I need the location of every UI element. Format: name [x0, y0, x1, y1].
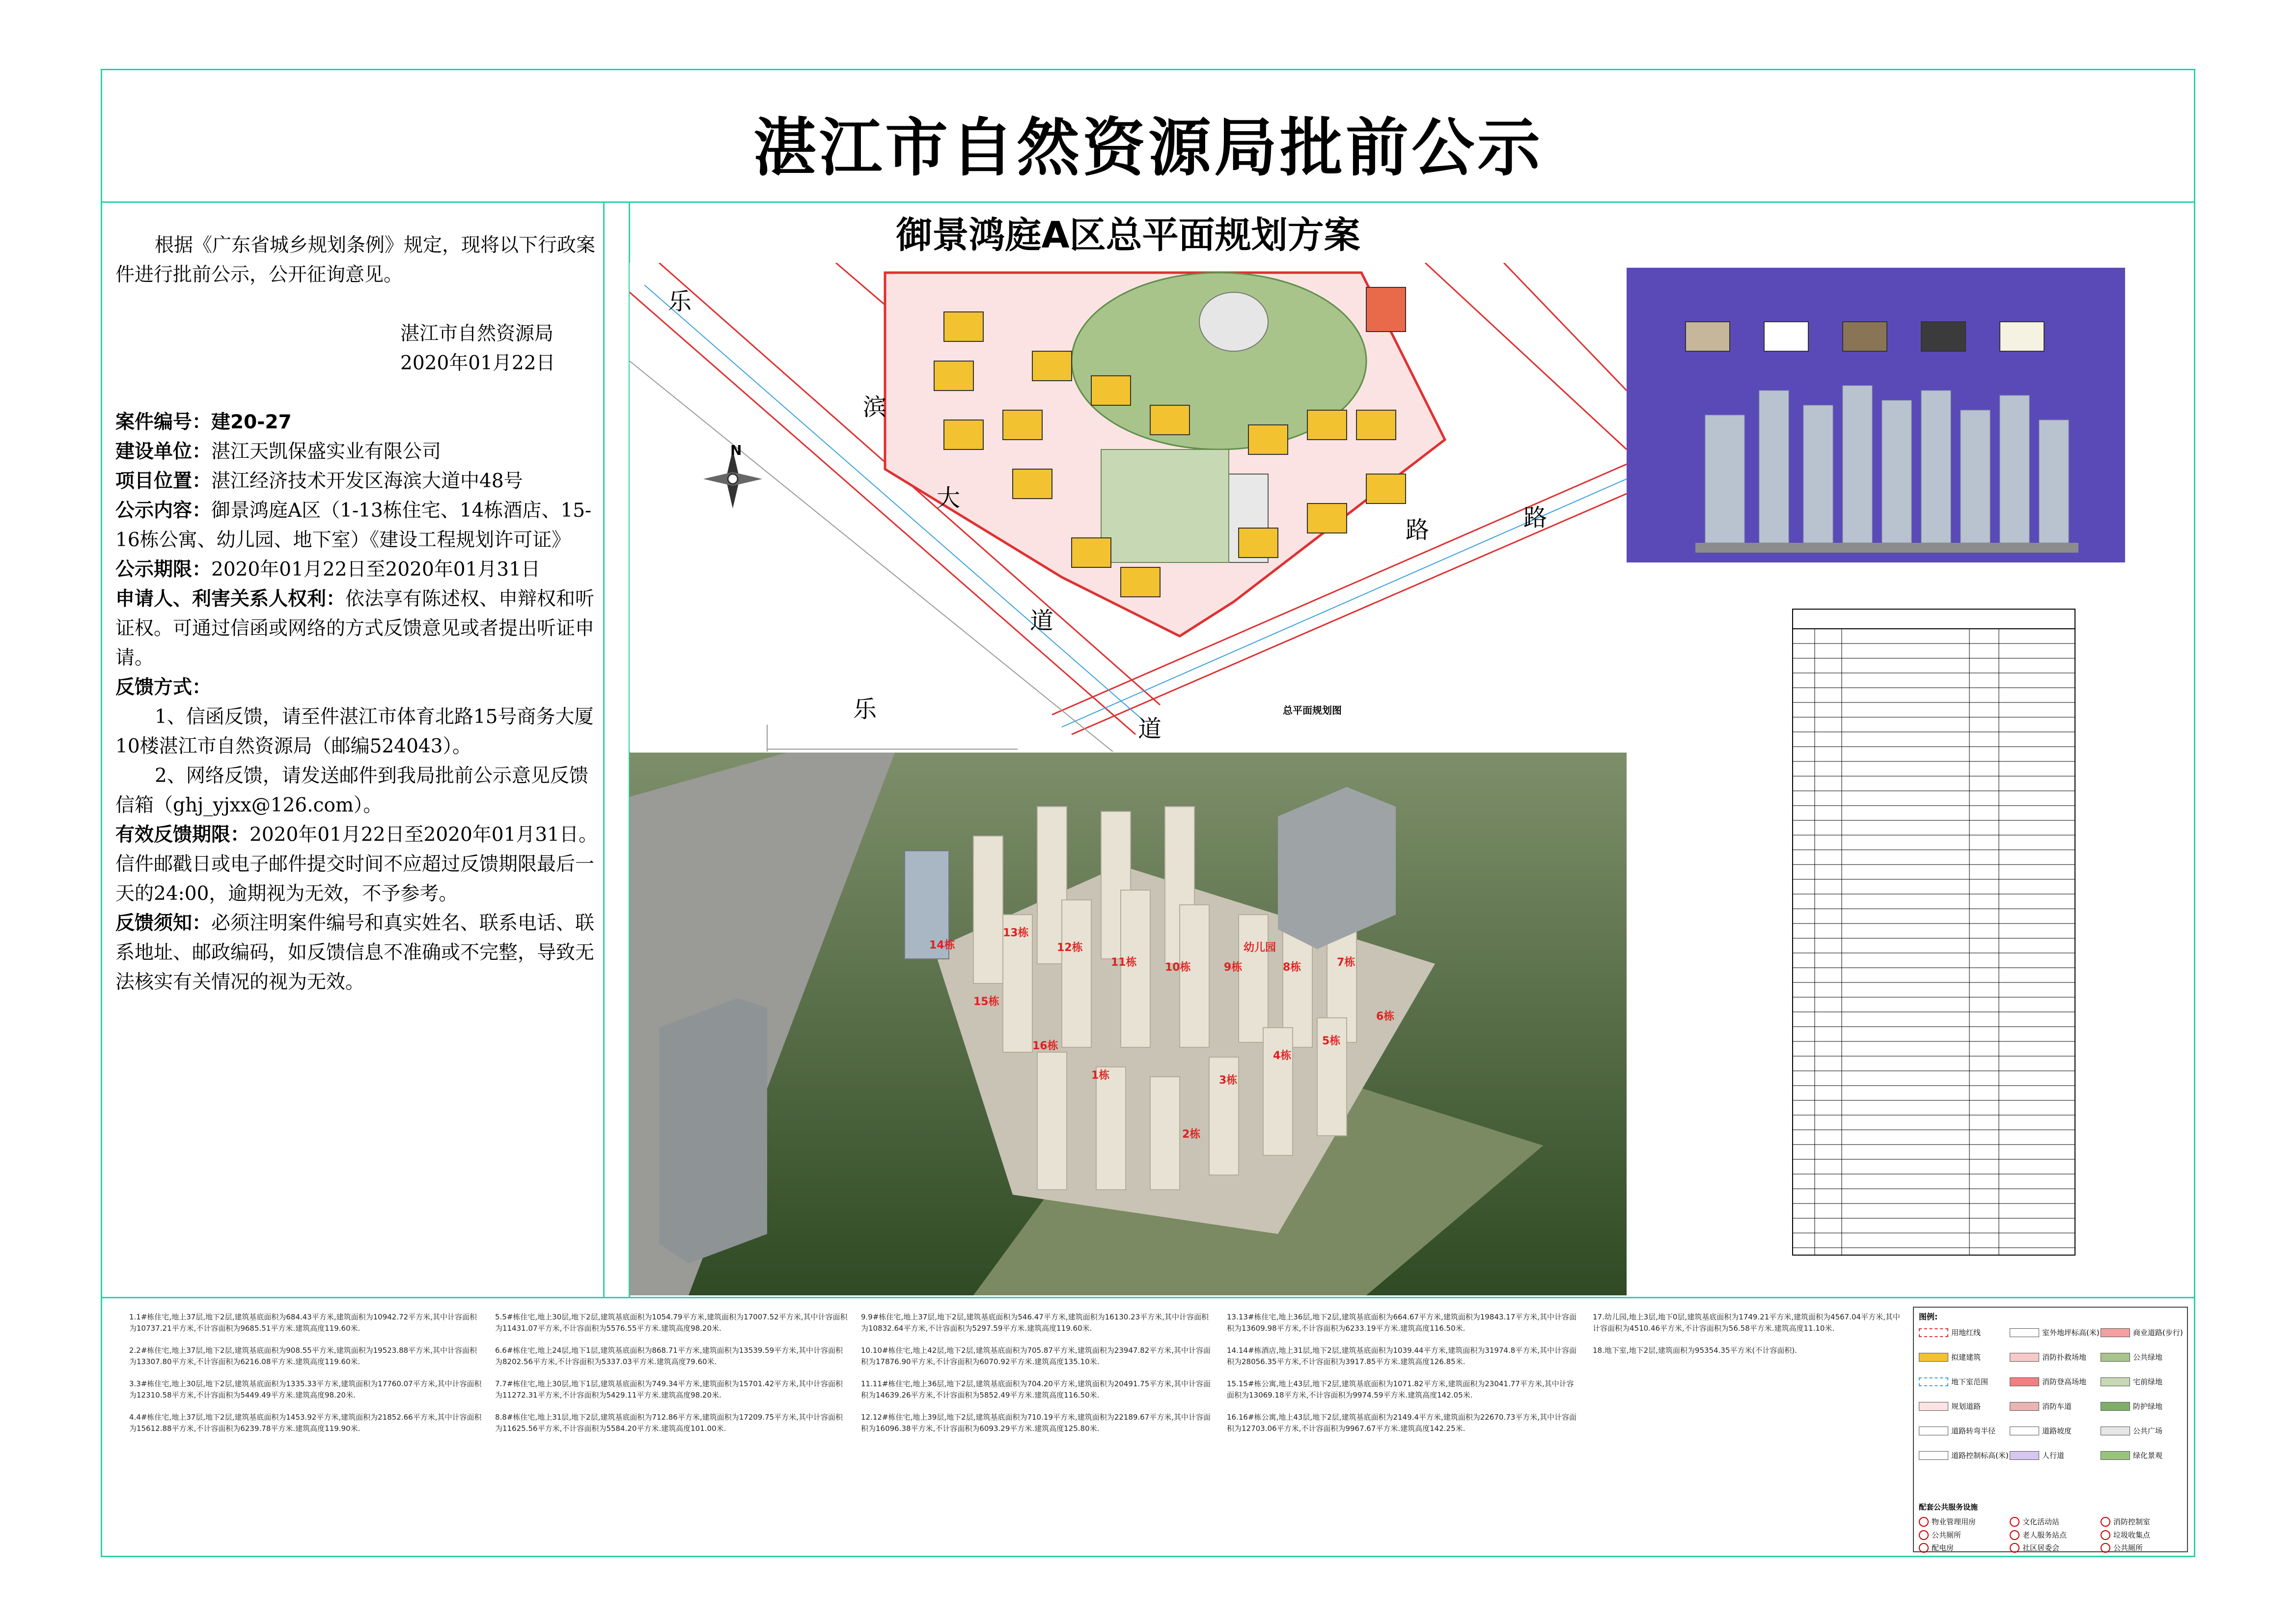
building-tag: 14栋	[929, 939, 955, 952]
content: 公示内容：御景鸿庭A区（1-13栋住宅、14栋酒店、15-16栋公寓、幼儿园、地下室）《建设工程规划许可证》	[115, 500, 592, 551]
road-char: 路	[1406, 516, 1430, 544]
legend-item: 地下室范围	[1919, 1376, 1988, 1387]
legend-item: 道路控制标高(米)	[1919, 1450, 2009, 1460]
legend-item: 商业道路(步行)	[2101, 1327, 2183, 1338]
road-char: 乐	[668, 288, 692, 315]
road-char: 滨	[863, 393, 887, 421]
building-tag: 7栋	[1337, 956, 1355, 969]
signature-date: 2020年01月22日	[400, 352, 555, 374]
note-item: 9.9#栋住宅,地上37层,地下2层,建筑基底面积为546.47平方米,建筑面积为16130.23平方米,其中计容面积为10832.64平方米,不计容面积为5297.59平方米.建筑高度119.60米.	[861, 1313, 1209, 1333]
building-tag: 3栋	[1219, 1074, 1238, 1087]
facility-item: 公共厕所	[2101, 1542, 2143, 1553]
feedback-2: 2、网络反馈，请发送邮件到我局批前公示意见反馈信箱（ghj_yjxx@126.com）。	[115, 765, 588, 816]
note-item: 1.1#栋住宅,地上37层,地下2层,建筑基底面积为684.43平方米,建筑面积为10942.72平方米,其中计容面积为10737.21平方米,不计容面积为9685.51平方米.建筑高度119.60米.	[129, 1313, 477, 1333]
note-item: 2.2#栋住宅,地上37层,地下2层,建筑基底面积为908.55平方米,建筑面积为19523.88平方米,其中计容面积为13307.80平方米,不计容面积为6216.08平方米.建筑高度119.60米.	[129, 1346, 477, 1366]
notes-col-3	[861, 1312, 1215, 1445]
road-char: 路	[1523, 504, 1548, 532]
building-tag: 6栋	[1376, 1010, 1395, 1023]
facility-item: 社区居委会	[2010, 1542, 2059, 1553]
legend-item: 消防登高场地	[2010, 1376, 2086, 1387]
notes-col-1	[129, 1312, 483, 1445]
elevation-render	[1627, 268, 2125, 562]
legend-item: 室外地坪标高(米)	[2010, 1327, 2100, 1338]
legend-item: 公共广场	[2101, 1426, 2162, 1436]
indicator-table	[1793, 609, 2296, 1267]
legend-title: 图例:	[1919, 1312, 1938, 1321]
note-item: 6.6#栋住宅,地上24层,地下1层,建筑基底面积为868.71平方米,建筑面积为13539.59平方米,其中计容面积为8202.56平方米,不计容面积为5337.03平方米.建筑高度79.60米.	[495, 1346, 843, 1366]
aerial-svg	[630, 753, 1627, 1295]
elevation-svg	[1627, 268, 2125, 562]
road-char: 乐	[853, 696, 877, 723]
legend	[1913, 1307, 2188, 1552]
legend-item: 防护绿地	[2101, 1401, 2162, 1411]
facility-item: 公共厕所	[1919, 1530, 1961, 1540]
facility-item: 消防控制室	[2101, 1516, 2150, 1527]
building-tag: 11栋	[1111, 956, 1137, 969]
building-tag: 8栋	[1283, 961, 1301, 974]
notes-col-5	[1593, 1312, 1907, 1367]
period: 公示期限：2020年01月22日至2020年01月31日	[115, 559, 541, 581]
note-item: 14.14#栋酒店,地上31层,地下2层,建筑基底面积为1039.44平方米,建筑面积为31974.8平方米,其中计容面积为28056.35平方米,不计容面积为3917.85平方米.建筑高度126.85米.	[1227, 1346, 1577, 1366]
legend-item: 公共绿地	[2101, 1352, 2162, 1362]
notice-divider	[603, 201, 605, 1297]
building-tag: 幼儿园	[1244, 942, 1276, 954]
note-item: 13.13#栋住宅,地上36层,地下2层,建筑基底面积为664.67平方米,建筑面积为19843.17平方米,其中计容面积为13609.98平方米,不计容面积为6233.19平方米.建筑高度116.50米.	[1227, 1313, 1577, 1333]
facility-item: 物业管理用房	[1919, 1516, 1976, 1527]
builder: 建设单位：湛江天凯保盛实业有限公司	[115, 441, 442, 463]
building-tag: 1栋	[1091, 1069, 1110, 1082]
note-item: 8.8#栋住宅,地上31层,地下2层,建筑基底面积为712.86平方米,建筑面积为17209.75平方米,其中计容面积为11625.56平方米,不计容面积为5584.20平方米.建筑高度101.00米.	[495, 1413, 843, 1433]
location: 项目位置：湛江经济技术开发区海滨大道中48号	[115, 470, 523, 492]
notice-intro: 根据《广东省城乡规划条例》规定，现将以下行政案件进行批前公示，公开征询意见。	[115, 234, 596, 286]
legend-item: 道路转弯半径	[1919, 1426, 1995, 1436]
legend-item: 绿化景观	[2101, 1450, 2162, 1460]
legend-item: 消防车道	[2010, 1401, 2072, 1411]
feedback-must: 反馈须知：必须注明案件编号和真实姓名、联系电话、联系地址、邮政编码，如反馈信息不准确或不完整，导致无法核实有关情况的视为无效。	[115, 912, 595, 993]
valid-period: 有效反馈期限：2020年01月22日至2020年01月31日。信件邮戳日或电子邮件提交时间不应超过反馈期限最后一天的24:00，逾期视为无效，不予参考。	[115, 824, 598, 905]
legend-item: 规划道路	[1919, 1401, 1981, 1411]
building-tag: 15栋	[973, 996, 999, 1008]
facility-item: 老人服务站点	[2010, 1530, 2067, 1540]
building-notes	[102, 1297, 2194, 1556]
building-tag: 5栋	[1322, 1035, 1341, 1047]
note-item: 10.10#栋住宅,地上42层,地下2层,建筑基底面积为705.87平方米,建筑面积为23947.82平方米,其中计容面积为17876.90平方米,不计容面积为6070.92平方米.建筑高度135.10米.	[861, 1346, 1211, 1366]
note-item: 5.5#栋住宅,地上30层,地下2层,建筑基底面积为1054.79平方米,建筑面积为17007.52平方米,其中计容面积为11431.07平方米,不计容面积为5576.55平方米.建筑高度98.20米.	[495, 1313, 848, 1333]
road-char: 道	[1030, 607, 1054, 635]
legend-item: 人行道	[2010, 1450, 2064, 1460]
north-label: N	[730, 442, 742, 458]
signature-org: 湛江市自然资源局	[400, 323, 554, 345]
building-tag: 10栋	[1165, 961, 1191, 974]
note-item: 11.11#栋住宅,地上36层,地下2层,建筑基底面积为704.20平方米,建筑面积为20491.75平方米,其中计容面积为14639.26平方米,不计容面积为5852.49平方米.建筑高度116.50米.	[861, 1379, 1211, 1400]
title-divider	[101, 201, 2195, 203]
site-plan-svg	[630, 263, 1627, 752]
notes-col-4	[1227, 1312, 1580, 1445]
north-arrow	[703, 449, 762, 508]
legend-item: 拟建建筑	[1919, 1352, 1981, 1362]
note-item: 7.7#栋住宅,地上30层,地下1层,建筑基底面积为749.34平方米,建筑面积为15701.42平方米,其中计容面积为11272.31平方米,不计容面积为5429.11平方米.建筑高度98.20米.	[495, 1379, 843, 1400]
facility-item: 配电房	[1919, 1542, 1954, 1553]
page-title: 湛江市自然资源局批前公示	[753, 112, 1543, 185]
case-number: 案件编号：建20-27	[115, 411, 292, 433]
drawing-label: 总平面规划图	[1283, 704, 1342, 716]
legend-item: 宅前绿地	[2101, 1376, 2162, 1387]
building-tag: 16栋	[1032, 1040, 1058, 1052]
notes-col-2	[495, 1312, 849, 1445]
facility-item: 垃圾收集点	[2101, 1530, 2150, 1540]
legend-item: 用地红线	[1919, 1327, 1981, 1338]
feedback-1: 1、信函反馈，请至件湛江市体育北路15号商务大厦10楼湛江市自然资源局（邮编524043）。	[115, 706, 594, 757]
feedback-label: 反馈方式：	[115, 676, 212, 699]
note-item: 17.幼儿园,地上3层,地下0层,建筑基底面积为1749.21平方米,建筑面积为4567.04平方米,其中计容面积为4510.46平方米,不计容面积为56.58平方米.建筑高度11.10米.	[1593, 1313, 1900, 1333]
rights: 申请人、利害关系人权利：依法享有陈述权、申辩权和听证权。可通过信函或网络的方式反馈意见或者提出听证申请。	[115, 588, 595, 669]
building-tag: 9栋	[1224, 961, 1243, 974]
note-item: 18.地下室,地下2层,建筑面积为95354.35平方米(不计容面积).	[1593, 1346, 1797, 1355]
building-tag: 13栋	[1003, 927, 1029, 939]
site-plan-drawing	[630, 263, 1627, 752]
notice-panel	[115, 231, 602, 997]
note-item: 12.12#栋住宅,地上39层,地下2层,建筑基底面积为710.19平方米,建筑面积为22189.67平方米,其中计容面积为16096.38平方米,不计容面积为6093.29平方米.建筑高度125.80米.	[861, 1413, 1211, 1433]
building-tag: 12栋	[1057, 942, 1083, 954]
road-char: 大	[937, 484, 961, 512]
building-tag: 4栋	[1273, 1050, 1292, 1062]
note-item: 4.4#栋住宅,地上37层,地下2层,建筑基底面积为1453.92平方米,建筑面积为21852.66平方米,其中计容面积为15612.88平方米,不计容面积为6239.78平方米.建筑高度119.90米.	[129, 1413, 482, 1433]
road-char: 道	[1138, 715, 1162, 743]
note-item: 3.3#栋住宅,地上30层,地下2层,建筑基底面积为1335.33平方米,建筑面积为17760.07平方米,其中计容面积为12310.58平方米,不计容面积为5449.49平方米.建筑高度98.20米.	[129, 1379, 482, 1400]
note-item: 16.16#栋公寓,地上43层,地下2层,建筑基底面积为2149.4平方米,建筑面积为22670.73平方米,其中计容面积为12703.06平方米,不计容面积为9967.67平方米.建筑高度142.25米.	[1227, 1413, 1577, 1433]
legend-item: 道路坡度	[2010, 1426, 2072, 1436]
building-tag: 2栋	[1182, 1128, 1201, 1141]
public-facilities-title: 配套公共服务设施	[1919, 1503, 1978, 1512]
facility-item: 文化活动站	[2010, 1516, 2059, 1527]
aerial-rendering	[630, 753, 1627, 1295]
note-item: 15.15#栋公寓,地上43层,地下2层,建筑基底面积为1071.82平方米,建筑面积为23041.77平方米,其中计容面积为13069.18平方米,不计容面积为9974.59平方米.建筑高度142.05米.	[1227, 1379, 1574, 1400]
plan-title: 御景鸿庭A区总平面规划方案	[896, 214, 1360, 256]
legend-item: 消防扑救场地	[2010, 1352, 2086, 1362]
